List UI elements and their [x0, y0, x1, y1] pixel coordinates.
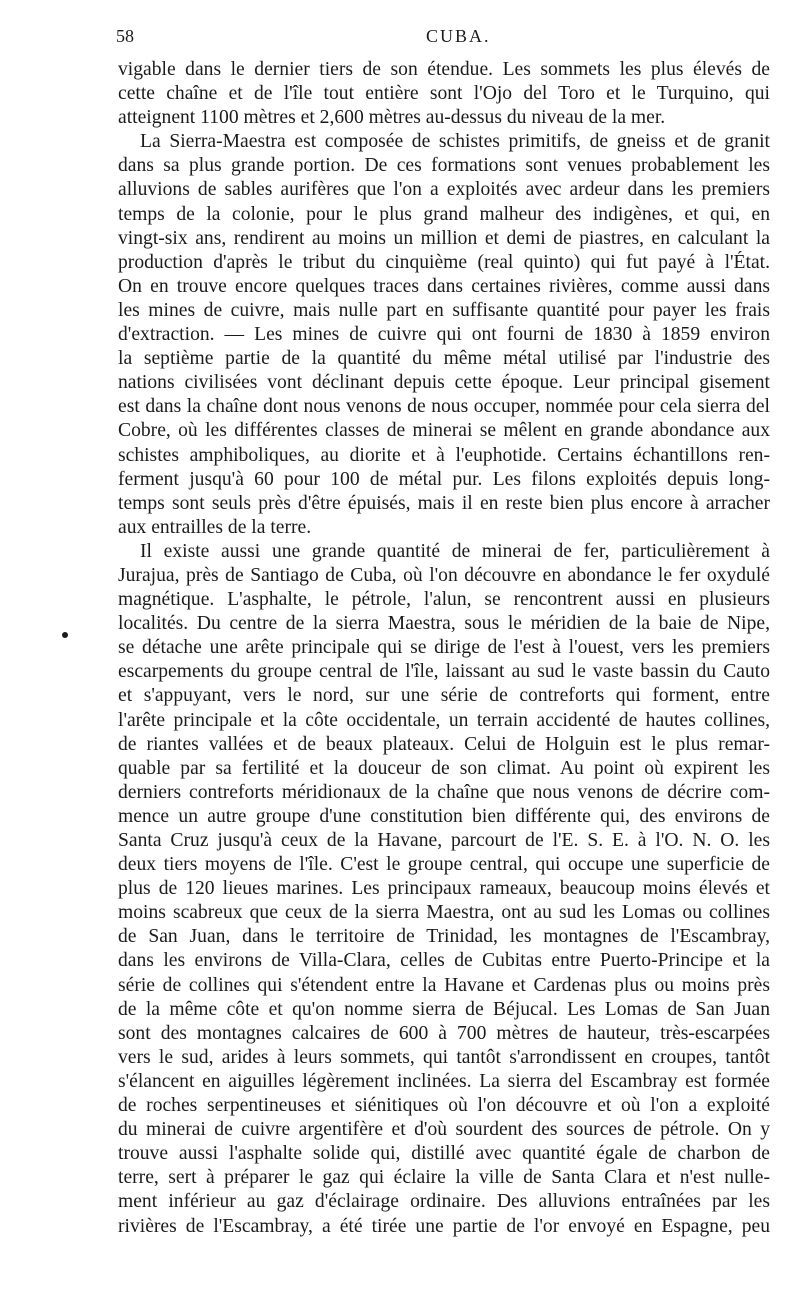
text-line: ferment jusqu'à 60 pour 100 de métal pur. Les filons exploités depuis long-	[118, 468, 770, 490]
text-line: vigable dans le dernier tiers de son étendue. Les sommets les plus élevés de	[118, 59, 770, 80]
text-line: se détache une arête principale qui se dirige de l'est à l'ouest, vers les premiers	[118, 637, 770, 659]
text-line: schistes amphiboliques, au diorite et à l'euphotide. Certains échantillons ren-	[118, 444, 770, 466]
text-line: la septième partie de la quantité du même métal utilisé par l'industrie des	[118, 348, 770, 370]
text-line: d'extraction. — Les mines de cuivre qui ont fourni de 1830 à 1859 environ	[118, 324, 770, 346]
text-line: escarpements du groupe central de l'île, laissant au sud le vaste bassin du Cauto	[118, 661, 770, 683]
text-line: quable par sa fertilité et la douceur de son climat. Au point où expirent les	[118, 757, 770, 779]
text-line: terre, sert à préparer le gaz qui éclaire la ville de Santa Clara et n'est nulle-	[118, 1167, 770, 1189]
text-line: On en trouve encore quelques traces dans certaines rivières, comme aussi dans	[118, 275, 770, 297]
text-line: du minerai de cuivre argentifère et d'où sourdent des sources de pétrole. On y	[118, 1119, 770, 1141]
text-line: sont des montagnes calcaires de 600 à 700 mètres de hauteur, très-escarpées	[118, 1022, 770, 1044]
text-line: l'arête principale et la côte occidentale, un terrain accidenté de hautes collines,	[118, 709, 770, 731]
text-line: dans sa plus grande portion. De ces formations sont venues probablement les	[118, 155, 770, 177]
text-line: La Sierra-Maestra est composée de schistes primitifs, de gneiss et de granit	[140, 131, 770, 153]
text-line: deux tiers moyens de l'île. C'est le groupe central, qui occupe une superficie de	[118, 854, 770, 876]
text-line: Cobre, où les différentes classes de minerai se mêlent en grande abondance aux	[118, 420, 770, 442]
text-line: aux entrailles de la terre.	[118, 516, 312, 538]
text-line: dans les environs de Villa-Clara, celles de Cubitas entre Puerto-Principe et la	[118, 950, 770, 972]
text-line: magnétique. L'asphalte, le pétrole, l'alun, se rencontrent aussi en plusieurs	[118, 589, 770, 611]
text-line: s'élancent en aiguilles légèrement inclinées. La sierra del Escambray est formée	[118, 1070, 770, 1092]
page-header	[116, 26, 754, 48]
text-line: localités. Du centre de la sierra Maestra, sous le méridien de la baie de Nipe,	[118, 613, 770, 635]
text-line: ment inférieur au gaz d'éclairage ordinaire. Des alluvions entraînées par les	[118, 1191, 770, 1213]
text-line: de roches serpentineuses et siénitiques où l'on découvre et où l'on a exploité	[118, 1095, 770, 1117]
text-line: Il existe aussi une grande quantité de minerai de fer, particulièrement à	[140, 540, 770, 562]
text-line: production d'après le tribut du cinquième (real quinto) qui fut payé à l'État.	[118, 251, 770, 273]
text-line: les mines de cuivre, mais nulle part en suffisante quantité pour payer les frais	[118, 299, 770, 321]
text-line: moins scabreux que ceux de la sierra Maestra, ont au sud les Lomas ou collines	[118, 902, 770, 924]
text-line: de San Juan, dans le territoire de Trinidad, les montagnes de l'Escambray,	[118, 926, 770, 948]
text-line: temps de la colonie, pour le plus grand malheur des indigènes, et qui, en	[118, 203, 770, 225]
text-line: plus de 120 lieues marines. Les principaux rameaux, beaucoup moins élevés et	[118, 878, 770, 900]
text-line: atteignent 1100 mètres et 2,600 mètres au-dessus du niveau de la mer.	[118, 107, 666, 129]
running-head: CUBA.	[426, 26, 491, 46]
text-line: Jurajua, près de Santiago de Cuba, où l'on découvre en abondance le fer oxydulé	[118, 564, 770, 586]
text-line: nations civilisées vont déclinant depuis cette époque. Leur principal gisement	[118, 372, 770, 394]
body-text	[118, 58, 770, 1239]
page-number: 58	[116, 26, 134, 46]
text-line: mence un autre groupe d'une constitution bien différente qui, des environs de	[118, 805, 770, 827]
text-line: de la même côte et qu'on nomme sierra de Béjucal. Les Lomas de San Juan	[118, 998, 770, 1020]
text-line: série de collines qui s'étendent entre la Havane et Cardenas plus ou moins près	[118, 974, 770, 996]
text-line: temps sont seuls près d'être épuisés, mais il en reste bien plus encore à arracher	[118, 492, 770, 514]
margin-mark	[62, 632, 68, 638]
text-line: est dans la chaîne dont nous venons de nous occuper, nommée pour cela sierra del	[118, 396, 770, 418]
text-line: vers le sud, arides à leurs sommets, qui tantôt s'arrondissent en croupes, tantôt	[118, 1046, 770, 1068]
text-line: de riantes vallées et de beaux plateaux. Celui de Holguin est le plus remar-	[118, 733, 770, 755]
text-line: et s'appuyant, vers le nord, sur une série de contreforts qui forment, entre	[118, 685, 770, 707]
text-line: vingt-six ans, rendirent au moins un million et demi de piastres, en calculant la	[118, 227, 770, 249]
text-line: alluvions de sables aurifères que l'on a exploités avec ardeur dans les premiers	[118, 179, 770, 201]
text-line: cette chaîne et de l'île tout entière sont l'Ojo del Toro et le Turquino, qui	[118, 83, 770, 105]
text-line: derniers contreforts méridionaux de la chaîne que nous venons de décrire com-	[118, 781, 770, 803]
text-line: rivières de l'Escambray, a été tirée une partie de l'or envoyé en Espagne, peu	[118, 1215, 770, 1237]
text-line: Santa Cruz jusqu'à ceux de la Havane, parcourt de l'E. S. E. à l'O. N. O. les	[118, 830, 770, 851]
text-line: trouve aussi l'asphalte solide qui, distillé avec quantité égale de charbon de	[118, 1143, 770, 1165]
